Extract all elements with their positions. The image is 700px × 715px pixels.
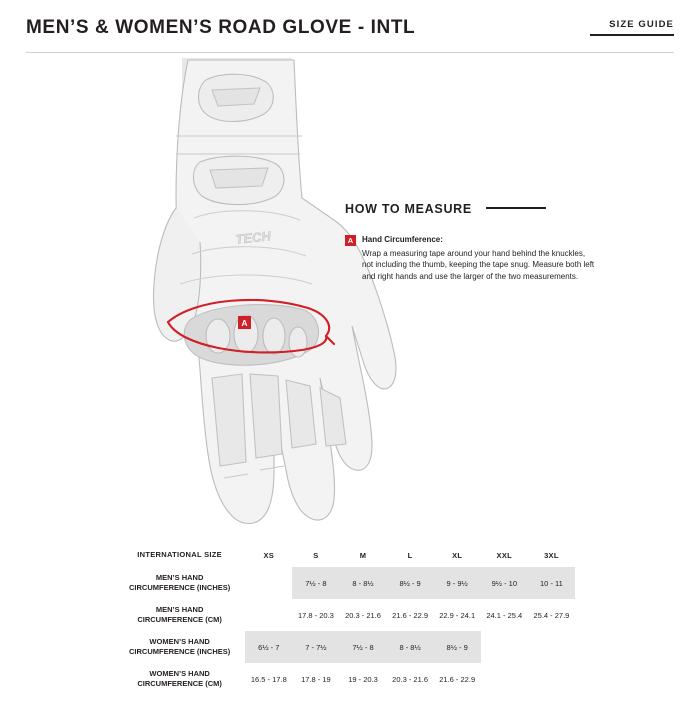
column-header-xl: XL <box>452 550 463 560</box>
table-cell <box>245 599 292 631</box>
glove-illustration <box>150 58 410 528</box>
table-cell: 9 - 9½ <box>434 567 481 599</box>
table-cell: 21.6 - 22.9 <box>434 663 481 695</box>
table-cell: 16.5 - 17.8 <box>245 663 292 695</box>
table-cell: 19 - 20.3 <box>339 663 386 695</box>
table-cell: 22.9 - 24.1 <box>434 599 481 631</box>
table-cell <box>528 663 575 695</box>
column-header-3xl: 3XL <box>544 550 559 560</box>
table-cell: 8 - 8½ <box>387 631 434 663</box>
table-row <box>123 631 575 663</box>
table-cell <box>481 631 528 663</box>
svg-text:A: A <box>241 318 248 328</box>
how-to-measure-section <box>345 200 595 282</box>
how-to-measure-title: HOW TO MEASURE <box>345 202 472 216</box>
table-cell: 7½ - 8 <box>339 631 386 663</box>
table-cell <box>481 663 528 695</box>
size-table-wrap <box>123 543 700 695</box>
size-guide-underline <box>590 34 674 36</box>
column-header-l: L <box>407 550 413 560</box>
table-cell: 8½ - 9 <box>387 567 434 599</box>
page-header <box>0 0 700 56</box>
row-label: MEN’S HAND CIRCUMFERENCE (CM) <box>137 605 222 624</box>
table-cell <box>528 631 575 663</box>
measure-item-lead: Hand Circumference: <box>362 235 443 244</box>
how-to-measure-item <box>345 234 595 282</box>
table-header-row <box>123 543 575 567</box>
column-header-m: M <box>359 550 367 560</box>
column-header-xs: XS <box>263 550 275 560</box>
table-cell: 6½ - 7 <box>245 631 292 663</box>
table-cell: 20.3 - 21.6 <box>387 663 434 695</box>
how-to-measure-underline <box>486 207 546 209</box>
size-guide-label: SIZE GUIDE <box>609 18 674 30</box>
callout-badge-a <box>238 316 251 329</box>
size-guide-label-group <box>590 19 674 38</box>
table-cell: 9½ - 10 <box>481 567 528 599</box>
header-divider <box>26 52 674 53</box>
table-cell: 20.3 - 21.6 <box>339 599 386 631</box>
size-table <box>123 543 575 695</box>
table-row <box>123 599 575 631</box>
table-row-header-label: INTERNATIONAL SIZE <box>137 550 222 560</box>
row-label: MEN’S HAND CIRCUMFERENCE (INCHES) <box>129 573 231 592</box>
table-cell <box>245 567 292 599</box>
measure-item-text: Wrap a measuring tape around your hand behind the knuckles, not including the thumb, keeping the tape snug. Measure both left and right hands and use the larger of the two measurements. <box>362 248 595 281</box>
page-title: MEN’S & WOMEN’S ROAD GLOVE - INTL <box>26 17 416 38</box>
row-label: WOMEN’S HAND CIRCUMFERENCE (INCHES) <box>129 637 231 656</box>
badge-a-icon: A <box>345 235 356 246</box>
table-cell: 10 - 11 <box>528 567 575 599</box>
glove-logo-text: TECH <box>234 228 272 247</box>
table-cell: 25.4 - 27.9 <box>528 599 575 631</box>
table-cell: 21.6 - 22.9 <box>387 599 434 631</box>
table-cell: 8 - 8½ <box>339 567 386 599</box>
table-row <box>123 663 575 695</box>
table-cell: 24.1 - 25.4 <box>481 599 528 631</box>
table-cell: 8½ - 9 <box>434 631 481 663</box>
row-label: WOMEN’S HAND CIRCUMFERENCE (CM) <box>137 669 222 688</box>
table-cell: 7 - 7½ <box>292 631 339 663</box>
table-cell: 17.8 - 20.3 <box>292 599 339 631</box>
table-cell: 17.8 - 19 <box>292 663 339 695</box>
table-row <box>123 567 575 599</box>
table-cell: 7½ - 8 <box>292 567 339 599</box>
column-header-s: S <box>313 550 319 560</box>
column-header-xxl: XXL <box>496 550 513 560</box>
